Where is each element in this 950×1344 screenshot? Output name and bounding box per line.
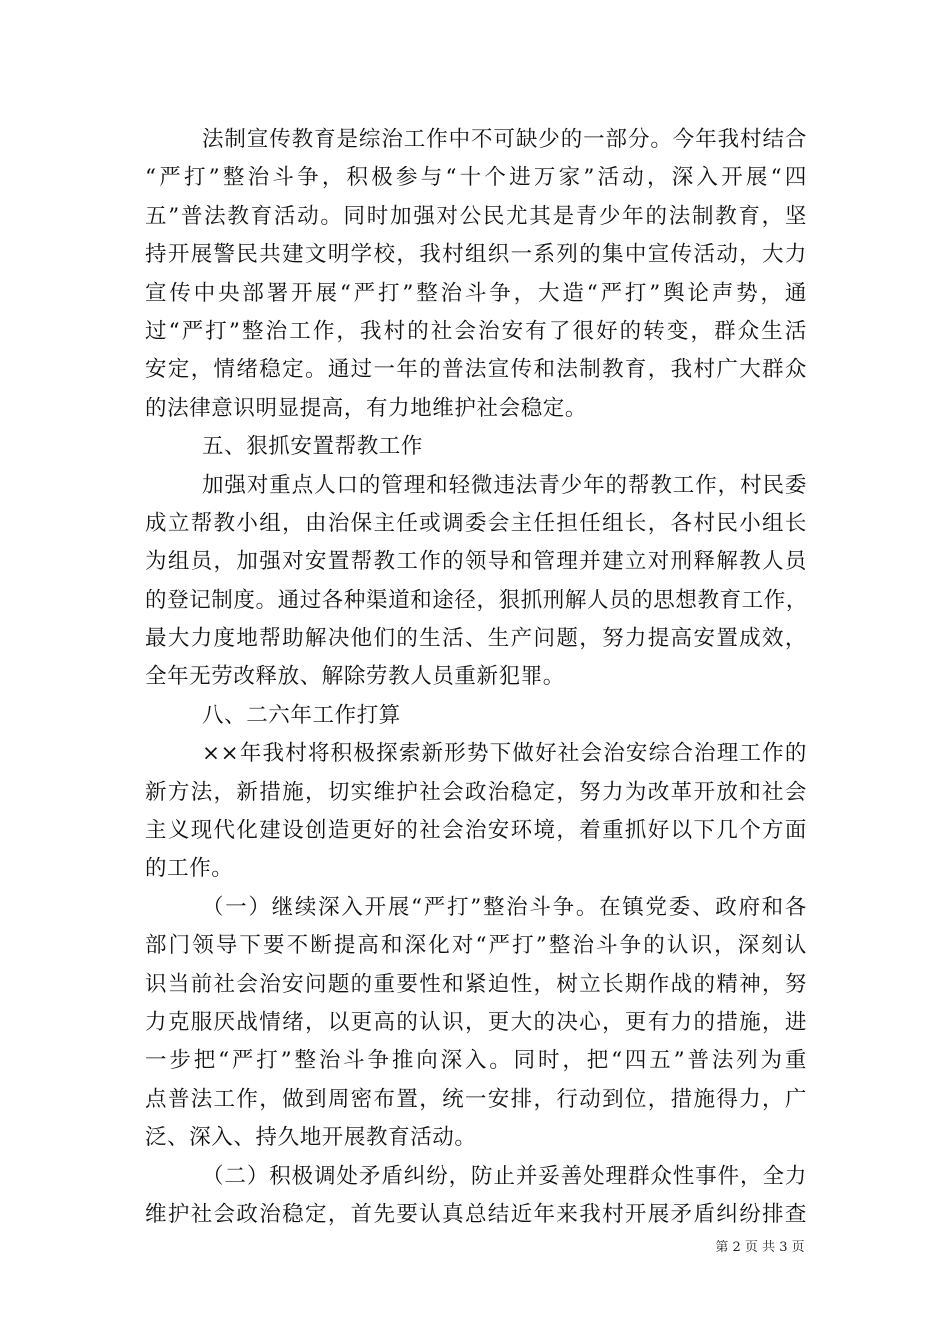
paragraph-line: 过“严打”整治工作，我村的社会治安有了很好的转变，群众生活 <box>145 318 807 344</box>
paragraph-line: 力克服厌战情绪，以更高的认识，更大的决心，更有力的措施，进 <box>145 1009 807 1035</box>
paragraph-line: （二）积极调处矛盾纠纷，防止并妥善处理群众性事件，全力 <box>202 1163 807 1189</box>
paragraph-line: （一）继续深入开展“严打”整治斗争。在镇党委、政府和各 <box>202 894 807 920</box>
paragraph-line: 为组员，加强对安置帮教工作的领导和管理并建立对刑释解教人员 <box>145 549 807 575</box>
paragraph-line: ××年我村将积极探索新形势下做好社会治安综合治理工作的 <box>202 741 807 767</box>
paragraph-line: 的工作。 <box>145 856 234 882</box>
document-body <box>145 121 807 1234</box>
paragraph-line: 五”普法教育活动。同时加强对公民尤其是青少年的法制教育，坚 <box>145 203 807 229</box>
paragraph-line: 持开展警民共建文明学校，我村组织一系列的集中宣传活动，大力 <box>145 242 807 268</box>
page-number: 第 2 页 共 3 页 <box>715 1240 805 1255</box>
paragraph-line: 宣传中央部署开展“严打”整治斗争，大造“严打”舆论声势，通 <box>145 280 807 306</box>
paragraph-line: 成立帮教小组，由治保主任或调委会主任担任组长，各村民小组长 <box>145 510 807 536</box>
paragraph-line: 的法律意识明显提高，有力地维护社会稳定。 <box>145 395 588 421</box>
paragraph-line: 点普法工作，做到周密布置，统一安排，行动到位，措施得力，广 <box>145 1086 807 1112</box>
paragraph-line: 的登记制度。通过各种渠道和途径，狠抓刑解人员的思想教育工作， <box>145 587 809 613</box>
paragraph-line: 最大力度地帮助解决他们的生活、生产问题，努力提高安置成效， <box>145 626 807 652</box>
section-heading: 八、二六年工作打算 <box>202 702 401 728</box>
paragraph-line: 识当前社会治安问题的重要性和紧迫性，树立长期作战的精神，努 <box>145 971 807 997</box>
paragraph-line: 维护社会政治稳定，首先要认真总结近年来我村开展矛盾纠纷排查 <box>145 1201 807 1227</box>
paragraph-line: “严打”整治斗争，积极参与“十个进万家”活动，深入开展“四 <box>145 165 807 191</box>
paragraph-line: 新方法，新措施，切实维护社会政治稳定，努力为改革开放和社会 <box>145 779 807 805</box>
paragraph-line: 全年无劳改释放、解除劳教人员重新犯罪。 <box>145 664 565 690</box>
paragraph-line: 法制宣传教育是综治工作中不可缺少的一部分。今年我村结合 <box>202 127 807 152</box>
paragraph-line: 主义现代化建设创造更好的社会治安环境，着重抓好以下几个方面 <box>145 818 807 844</box>
section-heading: 五、狠抓安置帮教工作 <box>202 434 424 460</box>
paragraph-line: 泛、深入、持久地开展教育活动。 <box>145 1125 477 1151</box>
paragraph-line: 安定，情绪稳定。通过一年的普法宣传和法制教育，我村广大群众 <box>145 357 807 383</box>
paragraph-line: 加强对重点人口的管理和轻微违法青少年的帮教工作，村民委 <box>202 472 807 498</box>
paragraph-line: 部门领导下要不断提高和深化对“严打”整治斗争的认识，深刻认 <box>145 933 807 959</box>
paragraph-line: 一步把“严打”整治斗争推向深入。同时，把“四五”普法列为重 <box>145 1048 807 1074</box>
